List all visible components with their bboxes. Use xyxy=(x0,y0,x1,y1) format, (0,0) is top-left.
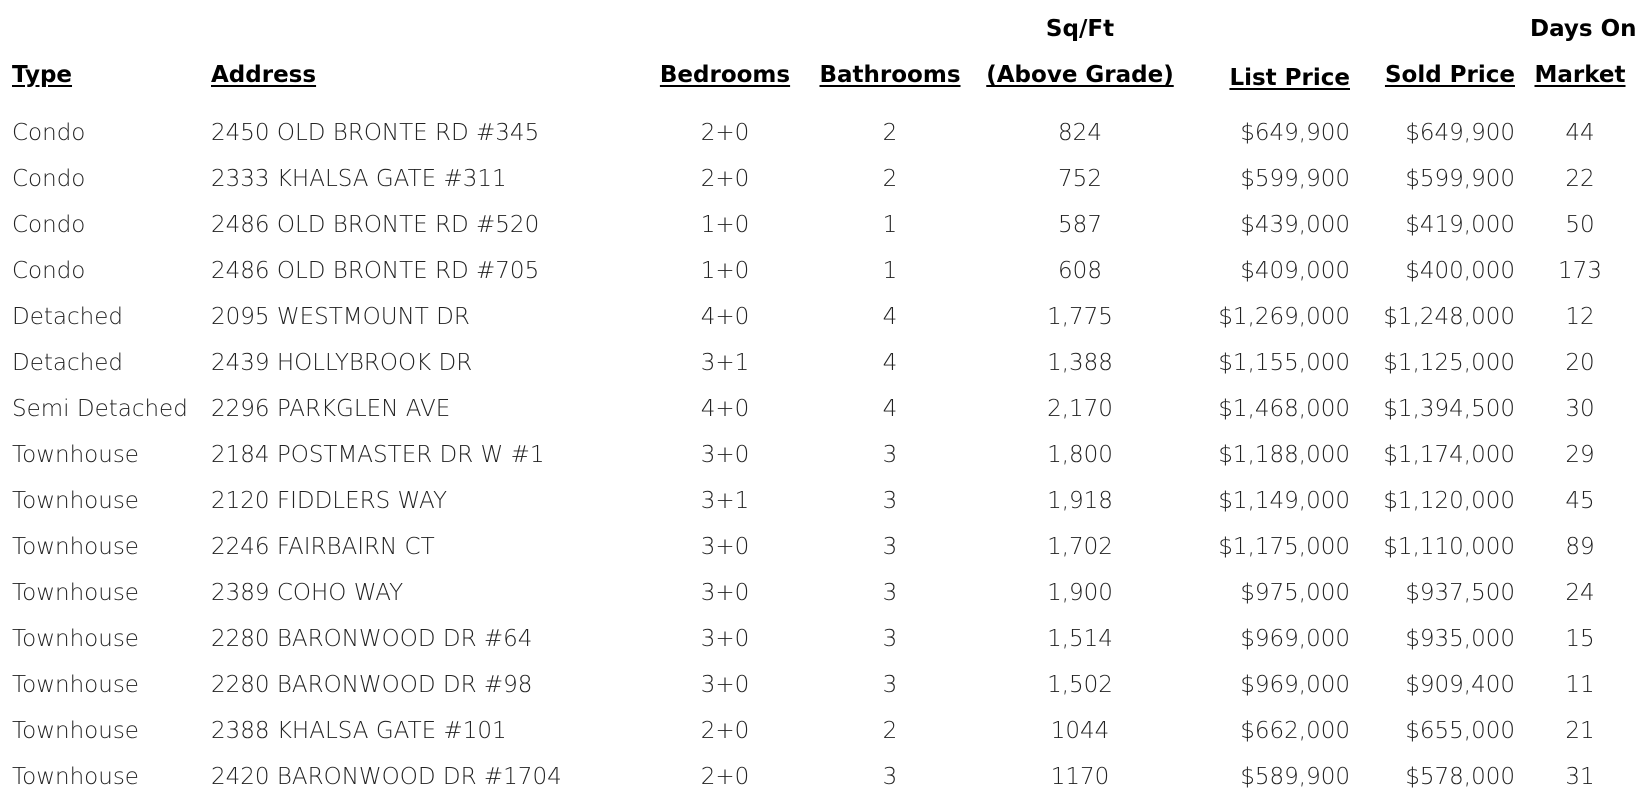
cell-sqft: 1044 xyxy=(1050,718,1110,744)
cell-list-price: $409,000 xyxy=(1240,258,1350,284)
cell-sqft: 1,514 xyxy=(1047,626,1113,652)
cell-bedrooms: 1+0 xyxy=(700,258,750,284)
header-sqft-top: Sq/Ft xyxy=(1045,16,1115,42)
cell-address: 2095 WESTMOUNT DR xyxy=(211,304,470,330)
cell-sqft: 1,900 xyxy=(1047,580,1113,606)
cell-bathrooms: 2 xyxy=(882,718,898,744)
table-row xyxy=(0,158,1650,204)
cell-bathrooms: 3 xyxy=(882,580,898,606)
cell-sold-price: $909,400 xyxy=(1405,672,1515,698)
cell-sold-price: $1,248,000 xyxy=(1383,304,1515,330)
cell-sold-price: $1,394,500 xyxy=(1383,396,1515,422)
cell-list-price: $969,000 xyxy=(1240,626,1350,652)
cell-bathrooms: 4 xyxy=(882,350,898,376)
cell-sold-price: $655,000 xyxy=(1405,718,1515,744)
cell-type: Condo xyxy=(12,120,86,146)
cell-sqft: 2,170 xyxy=(1047,396,1113,422)
cell-type: Condo xyxy=(12,258,86,284)
cell-bedrooms: 2+0 xyxy=(700,764,750,790)
header-type: Type xyxy=(12,62,73,88)
cell-type: Townhouse xyxy=(12,534,139,560)
cell-address: 2333 KHALSA GATE #311 xyxy=(211,166,507,192)
cell-days-on-market: 50 xyxy=(1565,212,1595,238)
cell-list-price: $1,188,000 xyxy=(1218,442,1350,468)
cell-address: 2280 BARONWOOD DR #64 xyxy=(211,626,533,652)
table-row xyxy=(0,756,1650,802)
cell-sold-price: $400,000 xyxy=(1405,258,1515,284)
cell-list-price: $439,000 xyxy=(1240,212,1350,238)
header-dom-top: Days On xyxy=(1530,16,1637,42)
cell-sqft: 587 xyxy=(1058,212,1102,238)
cell-list-price: $975,000 xyxy=(1240,580,1350,606)
table-row xyxy=(0,112,1650,158)
cell-days-on-market: 12 xyxy=(1565,304,1595,330)
cell-address: 2296 PARKGLEN AVE xyxy=(211,396,451,422)
cell-sqft: 1,775 xyxy=(1047,304,1113,330)
cell-list-price: $589,900 xyxy=(1240,764,1350,790)
header-list-price: List Price xyxy=(1229,65,1350,91)
cell-bathrooms: 2 xyxy=(882,166,898,192)
cell-sqft: 1,502 xyxy=(1047,672,1113,698)
cell-type: Townhouse xyxy=(12,580,139,606)
table-row xyxy=(0,526,1650,572)
cell-sold-price: $1,125,000 xyxy=(1383,350,1515,376)
cell-sqft: 1,702 xyxy=(1047,534,1113,560)
cell-days-on-market: 29 xyxy=(1565,442,1595,468)
cell-days-on-market: 21 xyxy=(1565,718,1595,744)
cell-days-on-market: 44 xyxy=(1565,120,1595,146)
cell-sold-price: $599,900 xyxy=(1405,166,1515,192)
cell-days-on-market: 15 xyxy=(1565,626,1595,652)
cell-days-on-market: 173 xyxy=(1558,258,1602,284)
cell-days-on-market: 30 xyxy=(1565,396,1595,422)
cell-type: Townhouse xyxy=(12,672,139,698)
cell-bedrooms: 3+0 xyxy=(700,626,750,652)
cell-bathrooms: 3 xyxy=(882,442,898,468)
cell-sqft: 752 xyxy=(1058,166,1102,192)
cell-address: 2388 KHALSA GATE #101 xyxy=(211,718,507,744)
cell-bathrooms: 2 xyxy=(882,120,898,146)
table-row xyxy=(0,618,1650,664)
cell-type: Townhouse xyxy=(12,488,139,514)
table-row xyxy=(0,204,1650,250)
cell-list-price: $1,468,000 xyxy=(1218,396,1350,422)
header-dom-bottom: Market xyxy=(1534,62,1626,88)
cell-list-price: $662,000 xyxy=(1240,718,1350,744)
cell-bathrooms: 3 xyxy=(882,764,898,790)
cell-bedrooms: 2+0 xyxy=(700,718,750,744)
cell-sold-price: $419,000 xyxy=(1405,212,1515,238)
cell-address: 2246 FAIRBAIRN CT xyxy=(211,534,435,560)
cell-address: 2420 BARONWOOD DR #1704 xyxy=(211,764,562,790)
cell-address: 2184 POSTMASTER DR W #1 xyxy=(211,442,545,468)
table-row xyxy=(0,296,1650,342)
cell-type: Condo xyxy=(12,212,86,238)
table-row xyxy=(0,388,1650,434)
header-address: Address xyxy=(211,62,317,88)
cell-bedrooms: 4+0 xyxy=(700,304,750,330)
cell-bathrooms: 1 xyxy=(882,212,898,238)
cell-address: 2280 BARONWOOD DR #98 xyxy=(211,672,533,698)
cell-sqft: 1170 xyxy=(1050,764,1110,790)
cell-bathrooms: 3 xyxy=(882,672,898,698)
header-bedrooms: Bedrooms xyxy=(659,62,791,88)
cell-days-on-market: 45 xyxy=(1565,488,1595,514)
cell-type: Townhouse xyxy=(12,626,139,652)
cell-days-on-market: 31 xyxy=(1565,764,1595,790)
table-header xyxy=(0,0,1650,112)
cell-days-on-market: 89 xyxy=(1565,534,1595,560)
cell-list-price: $599,900 xyxy=(1240,166,1350,192)
cell-bedrooms: 3+1 xyxy=(700,350,750,376)
cell-sqft: 1,918 xyxy=(1047,488,1113,514)
cell-bathrooms: 4 xyxy=(882,304,898,330)
cell-sqft: 608 xyxy=(1058,258,1102,284)
cell-list-price: $1,155,000 xyxy=(1218,350,1350,376)
cell-list-price: $1,269,000 xyxy=(1218,304,1350,330)
cell-days-on-market: 20 xyxy=(1565,350,1595,376)
cell-sold-price: $935,000 xyxy=(1405,626,1515,652)
table-row xyxy=(0,250,1650,296)
cell-list-price: $1,149,000 xyxy=(1218,488,1350,514)
cell-bedrooms: 3+0 xyxy=(700,442,750,468)
cell-address: 2450 OLD BRONTE RD #345 xyxy=(211,120,540,146)
cell-bedrooms: 3+0 xyxy=(700,672,750,698)
cell-bedrooms: 3+0 xyxy=(700,580,750,606)
cell-sold-price: $578,000 xyxy=(1405,764,1515,790)
cell-bathrooms: 1 xyxy=(882,258,898,284)
cell-bedrooms: 1+0 xyxy=(700,212,750,238)
cell-address: 2439 HOLLYBROOK DR xyxy=(211,350,473,376)
cell-type: Condo xyxy=(12,166,86,192)
table-row xyxy=(0,572,1650,618)
cell-days-on-market: 22 xyxy=(1565,166,1595,192)
cell-bedrooms: 4+0 xyxy=(700,396,750,422)
cell-type: Townhouse xyxy=(12,718,139,744)
cell-address: 2486 OLD BRONTE RD #520 xyxy=(211,212,540,238)
table-row xyxy=(0,342,1650,388)
cell-address: 2486 OLD BRONTE RD #705 xyxy=(211,258,540,284)
cell-type: Townhouse xyxy=(12,764,139,790)
cell-days-on-market: 24 xyxy=(1565,580,1595,606)
cell-sqft: 824 xyxy=(1058,120,1102,146)
cell-list-price: $969,000 xyxy=(1240,672,1350,698)
cell-sold-price: $1,174,000 xyxy=(1383,442,1515,468)
cell-bathrooms: 4 xyxy=(882,396,898,422)
table-row xyxy=(0,710,1650,756)
cell-days-on-market: 11 xyxy=(1565,672,1595,698)
cell-type: Semi Detached xyxy=(12,396,188,422)
table-row xyxy=(0,434,1650,480)
cell-type: Townhouse xyxy=(12,442,139,468)
cell-list-price: $1,175,000 xyxy=(1218,534,1350,560)
cell-sqft: 1,800 xyxy=(1047,442,1113,468)
cell-bedrooms: 3+1 xyxy=(700,488,750,514)
cell-sold-price: $1,120,000 xyxy=(1383,488,1515,514)
header-sqft-bottom: (Above Grade) xyxy=(986,62,1174,88)
cell-list-price: $649,900 xyxy=(1240,120,1350,146)
cell-sqft: 1,388 xyxy=(1047,350,1113,376)
cell-sold-price: $1,110,000 xyxy=(1383,534,1515,560)
header-sold-price: Sold Price xyxy=(1384,62,1515,88)
cell-bedrooms: 3+0 xyxy=(700,534,750,560)
cell-address: 2120 FIDDLERS WAY xyxy=(211,488,447,514)
table-row xyxy=(0,664,1650,710)
cell-bathrooms: 3 xyxy=(882,626,898,652)
cell-bathrooms: 3 xyxy=(882,534,898,560)
header-bathrooms: Bathrooms xyxy=(819,62,961,88)
cell-sold-price: $649,900 xyxy=(1405,120,1515,146)
cell-bedrooms: 2+0 xyxy=(700,166,750,192)
cell-address: 2389 COHO WAY xyxy=(211,580,404,606)
table-row xyxy=(0,480,1650,526)
cell-type: Detached xyxy=(12,304,123,330)
cell-sold-price: $937,500 xyxy=(1405,580,1515,606)
table-body xyxy=(0,112,1650,802)
cell-bathrooms: 3 xyxy=(882,488,898,514)
cell-bedrooms: 2+0 xyxy=(700,120,750,146)
cell-type: Detached xyxy=(12,350,123,376)
